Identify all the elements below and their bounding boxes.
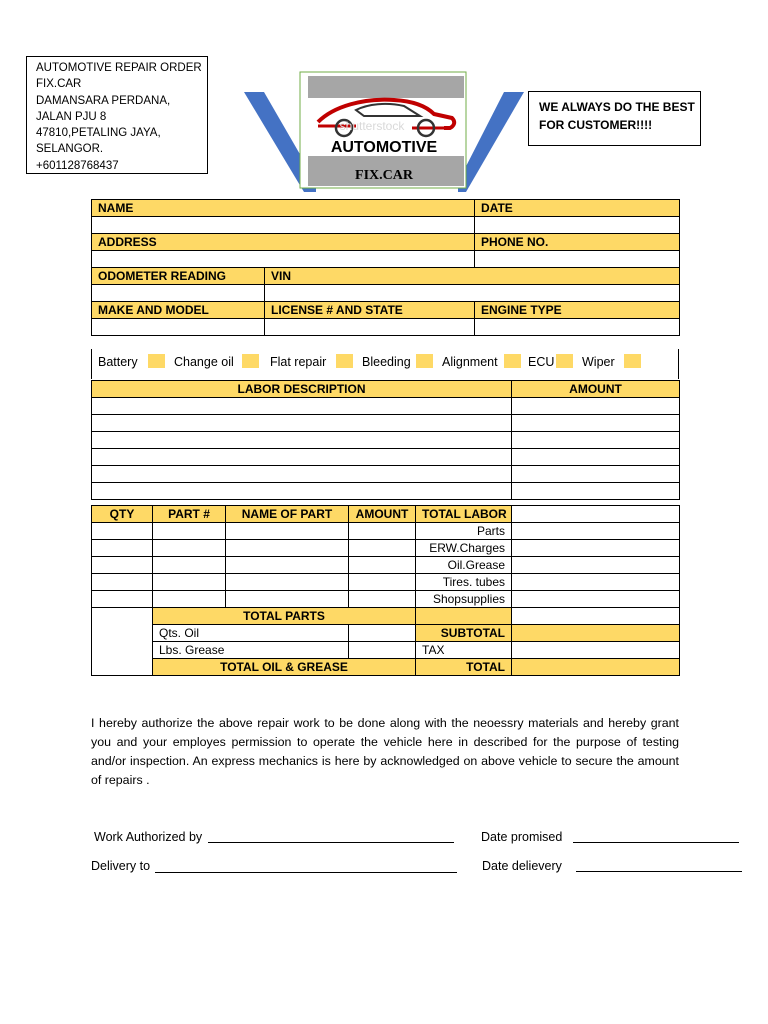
part-number-field[interactable] [153, 523, 226, 540]
labor-desc-field[interactable] [92, 449, 512, 466]
make-field[interactable] [92, 319, 265, 336]
shop-supplies-field[interactable] [512, 591, 680, 608]
checkbox-ecu[interactable] [556, 354, 573, 368]
company-logo [244, 70, 524, 192]
vin-field[interactable] [265, 285, 680, 302]
work-authorized-line[interactable] [208, 842, 454, 843]
svg-text:FIX.CAR: FIX.CAR [355, 168, 413, 183]
total-parts-field[interactable] [416, 608, 512, 625]
odometer-field[interactable] [92, 285, 265, 302]
blank-cell [92, 608, 153, 676]
name-label: NAME [92, 200, 475, 217]
date-delivery-label: Date delievery [482, 859, 562, 873]
part-name-field[interactable] [226, 574, 349, 591]
part-number-field[interactable] [153, 591, 226, 608]
authorization-text: I hereby authorize the above repair work to be done along with the neoessry materials and hereby grant you and your employes permission to operate the vehicle here in described for the purpose of testing and/or inspection. An express mechanics is here by acknowledged on above vehicle to secure the amount of repairs . [91, 716, 679, 787]
address-line: 47810,PETALING JAYA, [36, 127, 161, 140]
qts-oil-field[interactable] [349, 625, 416, 642]
date-promised-label: Date promised [481, 830, 563, 844]
delivery-to-label: Delivery to [91, 859, 151, 873]
address-line: JALAN PJU 8 [36, 110, 107, 123]
total-labor-field[interactable] [512, 506, 680, 523]
service-label-change-oil: Change oil [174, 355, 234, 369]
part-number-field[interactable] [153, 540, 226, 557]
delivery-to-line[interactable] [155, 872, 457, 873]
part-name-field[interactable] [226, 557, 349, 574]
service-label-wiper: Wiper [582, 355, 615, 369]
service-label-flat-repair: Flat repair [270, 355, 327, 369]
parts-charge-field[interactable] [512, 523, 680, 540]
checkbox-bleeding[interactable] [416, 354, 433, 368]
address-field[interactable] [92, 251, 475, 268]
part-name-field[interactable] [226, 523, 349, 540]
shop-supplies-label: Shopsupplies [416, 591, 512, 608]
part-name-field[interactable] [226, 591, 349, 608]
qty-field[interactable] [92, 540, 153, 557]
customer-info-table [91, 199, 680, 336]
svg-text:shutterstock: shutterstock [339, 119, 405, 133]
qty-header: QTY [92, 506, 153, 523]
erw-charges-label: ERW.Charges [416, 540, 512, 557]
tires-tubes-label: Tires. tubes [416, 574, 512, 591]
checkbox-flat-repair[interactable] [336, 354, 353, 368]
qty-field[interactable] [92, 574, 153, 591]
address-label: ADDRESS [92, 234, 475, 251]
qts-oil-label: Qts. Oil [153, 625, 349, 642]
labor-desc-field[interactable] [92, 415, 512, 432]
lbs-grease-label: Lbs. Grease [153, 642, 349, 659]
date-field[interactable] [475, 217, 680, 234]
qty-field[interactable] [92, 591, 153, 608]
labor-amount-field[interactable] [512, 398, 680, 415]
qty-field[interactable] [92, 523, 153, 540]
oil-grease-label: Oil.Grease [416, 557, 512, 574]
tax-field[interactable] [512, 642, 680, 659]
parts-table [91, 505, 680, 676]
slogan-box [528, 91, 701, 146]
labor-amount-field[interactable] [512, 466, 680, 483]
slogan-line: WE ALWAYS DO THE BEST [539, 100, 695, 114]
address-line: +601128768437 [36, 159, 119, 172]
labor-amount-field[interactable] [512, 483, 680, 500]
labor-amount-header: AMOUNT [512, 381, 680, 398]
labor-amount-field[interactable] [512, 415, 680, 432]
subtotal-field[interactable] [512, 625, 680, 642]
make-label: MAKE AND MODEL [92, 302, 265, 319]
parts-charge-label: Parts [416, 523, 512, 540]
lbs-grease-field[interactable] [349, 642, 416, 659]
name-field[interactable] [92, 217, 475, 234]
svg-text:AUTOMOTIVE: AUTOMOTIVE [330, 139, 438, 156]
slogan-line: FOR CUSTOMER!!!! [539, 118, 653, 132]
part-number-field[interactable] [153, 557, 226, 574]
part-amount-field[interactable] [349, 557, 416, 574]
license-field[interactable] [265, 319, 475, 336]
labor-desc-field[interactable] [92, 483, 512, 500]
service-label-battery: Battery [98, 355, 138, 369]
total-oil-grease-label: TOTAL OIL & GREASE [153, 659, 416, 676]
part-number-field[interactable] [153, 574, 226, 591]
part-amount-field[interactable] [349, 574, 416, 591]
service-label-ecu: ECU [528, 355, 555, 369]
total-label: TOTAL [416, 659, 512, 676]
labor-amount-field[interactable] [512, 432, 680, 449]
license-label: LICENSE # AND STATE [265, 302, 475, 319]
date-delivery-line[interactable] [576, 871, 742, 872]
qty-field[interactable] [92, 557, 153, 574]
labor-description-header: LABOR DESCRIPTION [92, 381, 512, 398]
car-logo-icon [244, 70, 524, 192]
erw-charges-field[interactable] [512, 540, 680, 557]
address-line: FIX.CAR [36, 78, 82, 91]
total-parts-label: TOTAL PARTS [153, 608, 416, 625]
shop-address-box [26, 56, 208, 174]
address-line: SELANGOR. [36, 143, 104, 156]
engine-label: ENGINE TYPE [475, 302, 680, 319]
labor-desc-field[interactable] [92, 466, 512, 483]
checkbox-wiper[interactable] [624, 354, 641, 368]
checkbox-battery[interactable] [148, 354, 165, 368]
phone-field[interactable] [475, 251, 680, 268]
odometer-label: ODOMETER READING [92, 268, 265, 285]
vin-label: VIN [265, 268, 680, 285]
checkbox-alignment[interactable] [504, 354, 521, 368]
part-amount-field[interactable] [349, 523, 416, 540]
part-amount-header: AMOUNT [349, 506, 416, 523]
part-name-header: NAME OF PART [226, 506, 349, 523]
date-promised-line[interactable] [573, 842, 739, 843]
total-field[interactable] [512, 659, 680, 676]
total-parts-spacer [512, 608, 680, 625]
address-line: AUTOMOTIVE REPAIR ORDER [36, 62, 202, 74]
oil-grease-field[interactable] [512, 557, 680, 574]
labor-desc-field[interactable] [92, 432, 512, 449]
checkbox-change-oil[interactable] [242, 354, 259, 368]
tires-tubes-field[interactable] [512, 574, 680, 591]
labor-desc-field[interactable] [92, 398, 512, 415]
total-labor-label: TOTAL LABOR [416, 506, 512, 523]
part-number-header: PART # [153, 506, 226, 523]
engine-field[interactable] [475, 319, 680, 336]
part-amount-field[interactable] [349, 591, 416, 608]
subtotal-label: SUBTOTAL [416, 625, 512, 642]
work-authorized-label: Work Authorized by [94, 830, 203, 844]
part-name-field[interactable] [226, 540, 349, 557]
labor-amount-field[interactable] [512, 449, 680, 466]
service-label-alignment: Alignment [442, 355, 498, 369]
date-label: DATE [475, 200, 680, 217]
service-checklist [91, 349, 679, 379]
labor-table [91, 380, 680, 500]
phone-label: PHONE NO. [475, 234, 680, 251]
part-amount-field[interactable] [349, 540, 416, 557]
address-line: DAMANSARA PERDANA, [36, 94, 171, 107]
tax-label: TAX [416, 642, 512, 659]
service-label-bleeding: Bleeding [362, 355, 411, 369]
